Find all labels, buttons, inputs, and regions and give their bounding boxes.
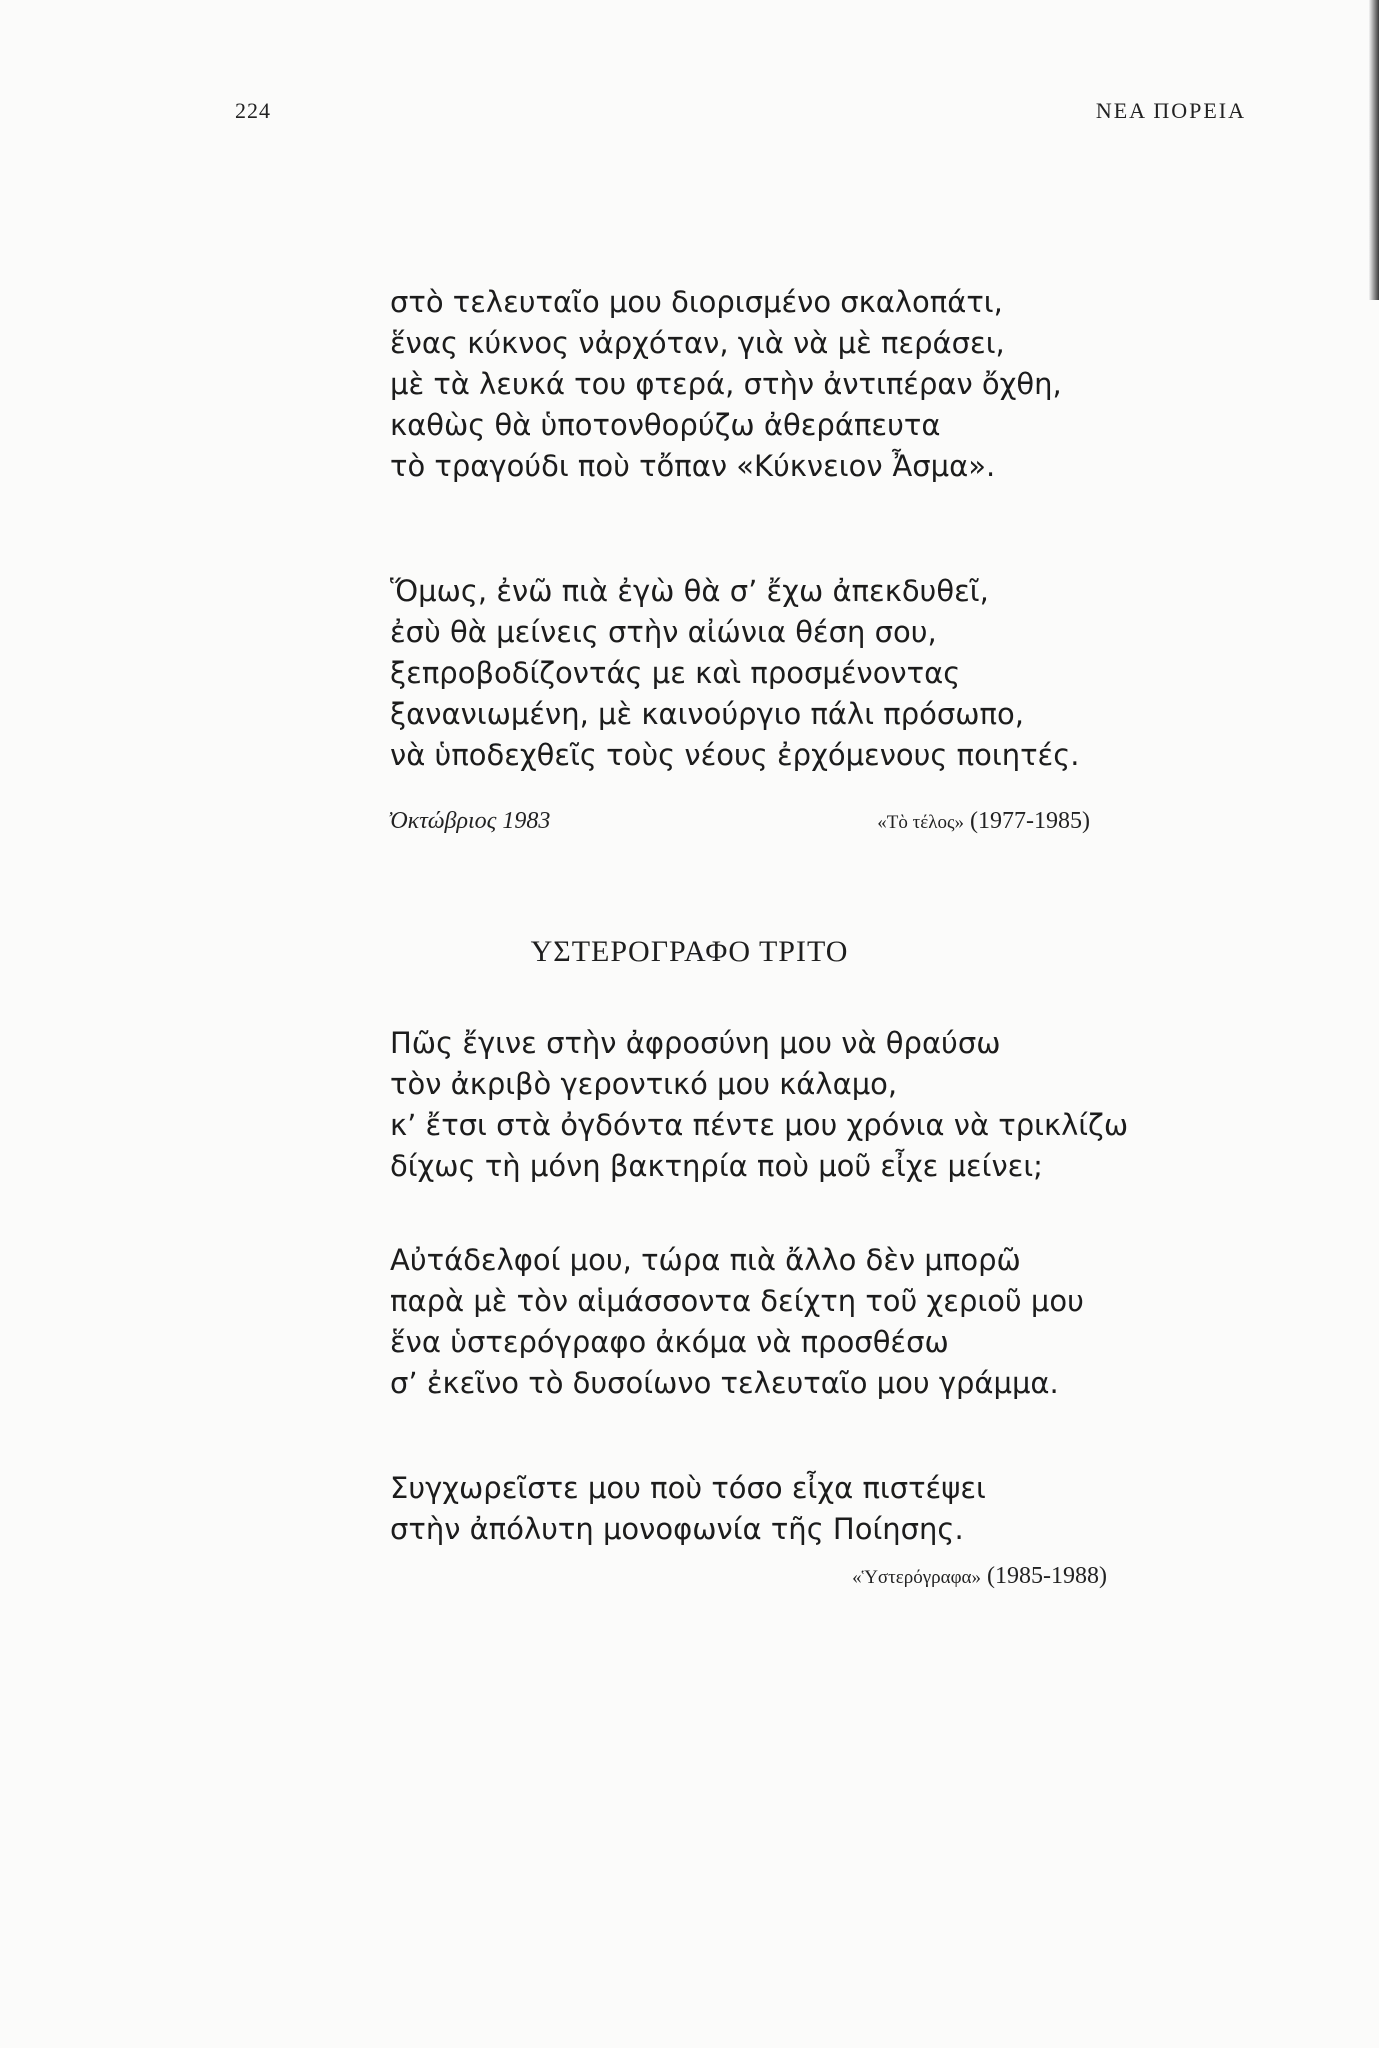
poem-2-title: ΥΣΤΕΡΟΓΡΑΦΟ ΤΡΙΤΟ: [530, 935, 849, 968]
verse-line: ἕνα ὑστερόγραφο ἀκόμα νὰ προσθέσω: [390, 1325, 949, 1359]
running-head: ΝΕΑ ΠΟΡΕΙΑ: [1095, 98, 1246, 123]
poem-2-source-years: (1985-1988): [987, 1563, 1107, 1589]
verse-line: μὲ τὰ λευκά του φτερά, στὴν ἀντιπέραν ὄχθη,: [390, 367, 1062, 401]
poem-1-stanza-2: [390, 571, 1079, 776]
verse-line: παρὰ μὲ τὸν αἱμάσσοντα δείχτη τοῦ χεριοῦ μου: [390, 1284, 1084, 1318]
poem-1-source-collection: «Τὸ τέλος»: [877, 812, 965, 833]
verse-line: Ὅμως, ἐνῶ πιὰ ἐγὼ θὰ σ’ ἔχω ἀπεκδυθεῖ,: [390, 574, 989, 608]
page-edge-shadow: [1369, 0, 1379, 300]
verse-line: Συγχωρεῖστε μου ποὺ τόσο εἶχα πιστέψει: [390, 1471, 986, 1505]
poem-2-stanza-2: [390, 1240, 1084, 1404]
verse-line: καθὼς θὰ ὑποτονθορύζω ἀθεράπευτα: [390, 408, 941, 442]
verse-line: σ’ ἐκεῖνο τὸ δυσοίωνο τελευταῖο μου γράμμα.: [390, 1366, 1059, 1400]
verse-line: ἕνας κύκνος νἀρχόταν, γιὰ νὰ μὲ περάσει,: [390, 326, 1005, 360]
verse-line: νὰ ὑποδεχθεῖς τοὺς νέους ἐρχόμενους ποιητές.: [390, 738, 1080, 772]
verse-line: Αὐτάδελφοί μου, τώρα πιὰ ἄλλο δὲν μπορῶ: [390, 1243, 1021, 1277]
verse-line: κ’ ἔτσι στὰ ὀγδόντα πέντε μου χρόνια νὰ τρικλίζω: [390, 1108, 1129, 1142]
verse-line: στὸ τελευταῖο μου διορισμένο σκαλοπάτι,: [390, 285, 1003, 319]
poem-1-source: [877, 808, 1090, 835]
verse-line: στὴν ἀπόλυτη μονοφωνία τῆς Ποίησης.: [390, 1512, 964, 1546]
verse-line: τὸ τραγούδι ποὺ τὄπαν «Κύκνειον Ἆσμα».: [390, 449, 996, 483]
poem-2-stanza-3: [390, 1468, 986, 1550]
verse-line: ἐσὺ θὰ μείνεις στὴν αἰώνια θέση σου,: [390, 615, 937, 649]
verse-line: τὸν ἀκριβὸ γεροντικό μου κάλαμο,: [390, 1067, 898, 1101]
page-number: 224: [235, 98, 271, 123]
poem-1-source-years: (1977-1985): [970, 808, 1090, 834]
poem-2-source: [852, 1563, 1107, 1590]
poem-1-date: Ὀκτώβριος 1983: [388, 808, 551, 834]
poem-2-source-collection: «Ὑστερόγραφα»: [852, 1567, 982, 1588]
verse-line: Πῶς ἔγινε στὴν ἀφροσύνη μου νὰ θραύσω: [390, 1026, 1001, 1060]
verse-line: δίχως τὴ μόνη βακτηρία ποὺ μοῦ εἶχε μείνει;: [390, 1149, 1043, 1183]
poem-2-stanza-1: [390, 1023, 1128, 1187]
verse-line: ξεπροβοδίζοντάς με καὶ προσμένοντας: [390, 656, 961, 690]
verse-line: ξανανιωμένη, μὲ καινούργιο πάλι πρόσωπο,: [390, 697, 1024, 731]
poem-1-stanza-1: [390, 282, 1062, 487]
